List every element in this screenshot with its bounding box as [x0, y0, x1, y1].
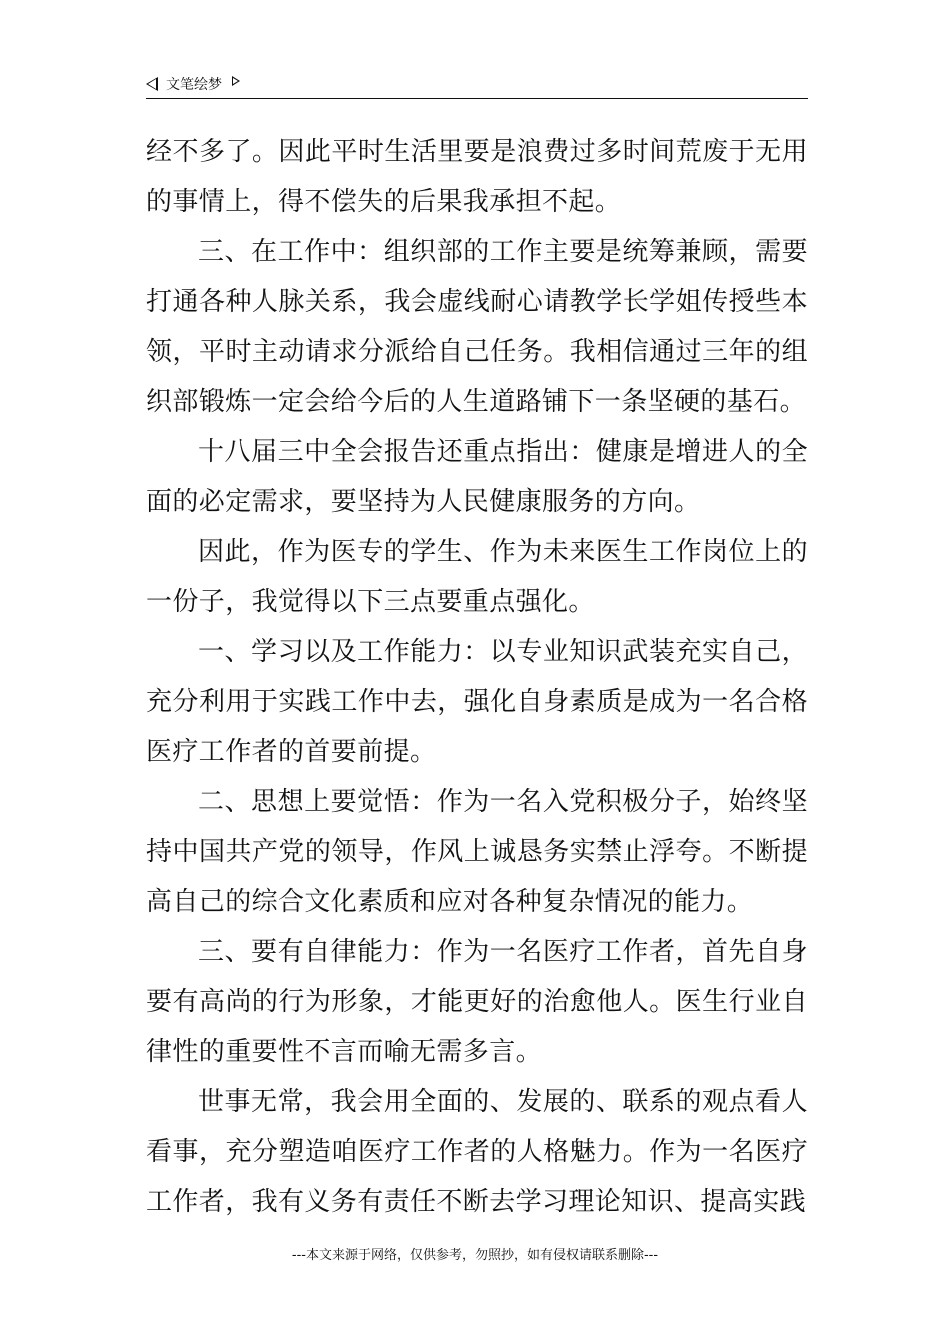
header-brand: [146, 74, 240, 94]
paragraph-2: 三、在工作中：组织部的工作主要是统筹兼顾，需要打通各种人脉关系，我会虚线耐心请教学长学姐传授些本领，平时主动请求分派给自己任务。我相信通过三年的组织部锻炼一定会给今后的人生道路铺下一条坚硬的基石。: [146, 237, 808, 417]
paragraph-3: 十八届三中全会报告还重点指出：健康是增进人的全面的必定需求，要坚持为人民健康服务的方向。: [146, 437, 808, 517]
footer-notice: ---本文来源于网络，仅供参考，勿照抄，如有侵权请联系删除---: [291, 1248, 659, 1263]
page-header: [146, 72, 808, 99]
paragraph-4: 因此，作为医专的学生、作为未来医生工作岗位上的一份子，我觉得以下三点要重点强化。: [146, 537, 808, 617]
paragraph-5: 一、学习以及工作能力：以专业知识武装充实自己，充分利用于实践工作中去，强化自身素质是成为一名合格医疗工作者的首要前提。: [146, 637, 808, 767]
triangle-left-icon: [146, 77, 158, 91]
document-body: [146, 127, 808, 1227]
paragraph-1: 经不多了。因此平时生活里要是浪费过多时间荒废于无用的事情上，得不偿失的后果我承担不起。: [146, 137, 808, 217]
paragraph-7: 三、要有自律能力：作为一名医疗工作者，首先自身要有高尚的行为形象，才能更好的治愈他人。医生行业自律性的重要性不言而喻无需多言。: [146, 937, 808, 1067]
paragraph-6: 二、思想上要觉悟：作为一名入党积极分子，始终坚持中国共产党的领导，作风上诚恳务实禁止浮夸。不断提高自己的综合文化素质和应对各种复杂情况的能力。: [146, 787, 808, 917]
triangle-right-icon: [232, 76, 240, 86]
header-brand-text: 文笔绘梦: [166, 77, 222, 93]
paragraph-8: 世事无常，我会用全面的、发展的、联系的观点看人看事，充分塑造咱医疗工作者的人格魅力。作为一名医疗工作者，我有义务有责任不断去学习理论知识、提高实践: [146, 1087, 808, 1217]
